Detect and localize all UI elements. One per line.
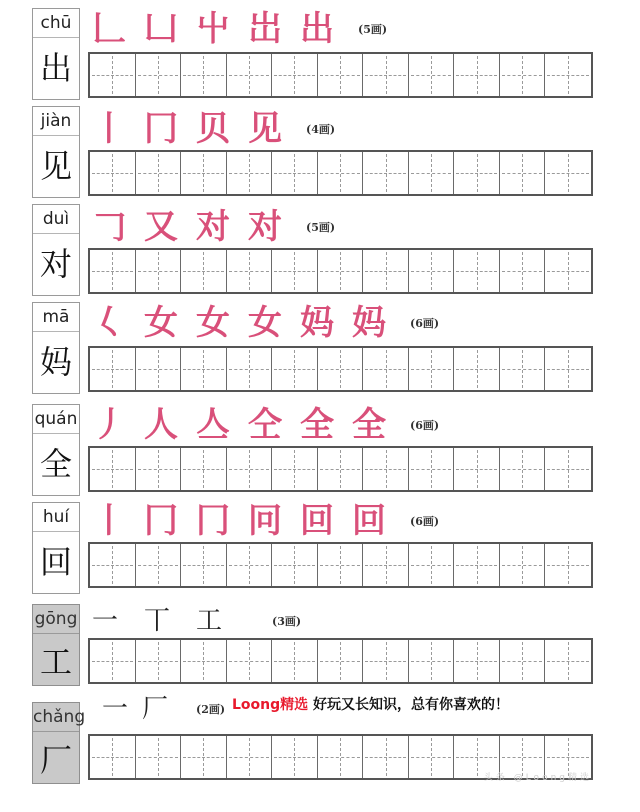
stroke-count: (2画) <box>196 703 226 716</box>
stroke-step: 岀 <box>248 9 282 49</box>
stroke-order <box>92 108 335 150</box>
stroke-step: 一 <box>92 606 119 636</box>
stroke-step: 丅 <box>144 606 171 636</box>
stroke-step: 凵 <box>144 9 178 49</box>
stroke-step: 全 <box>300 405 334 445</box>
stroke-step: 贝 <box>196 109 230 149</box>
practice-grid <box>88 150 593 196</box>
promo-banner <box>232 694 509 714</box>
pinyin-label: jiàn <box>33 107 79 136</box>
character-glyph: 见 <box>39 147 72 185</box>
character-card <box>32 604 80 686</box>
character-glyph: 回 <box>39 543 72 581</box>
stroke-step: 丨 <box>92 501 126 541</box>
stroke-step: 𡿨 <box>92 303 126 343</box>
character-card <box>32 8 80 100</box>
practice-grid <box>88 446 593 492</box>
stroke-step: 又 <box>144 207 178 247</box>
practice-grid <box>88 52 593 98</box>
stroke-step: 回 <box>300 501 334 541</box>
practice-grid <box>88 542 593 588</box>
stroke-step: 全 <box>352 405 386 445</box>
promo-tagline: 好玩又长知识，总有你喜欢的！ <box>313 697 510 713</box>
stroke-step: 一 <box>102 694 129 724</box>
stroke-step: 见 <box>248 109 282 149</box>
stroke-count: (6画) <box>410 515 440 528</box>
pinyin-label: chū <box>33 9 79 38</box>
stroke-step: 工 <box>196 606 223 636</box>
watermark: 头条 @Loong精选 <box>483 773 592 783</box>
stroke-order <box>92 500 439 542</box>
stroke-step: 出 <box>300 9 334 49</box>
promo-brand: Loong精选 <box>232 697 309 713</box>
character-glyph: 出 <box>39 49 72 87</box>
stroke-order <box>92 302 439 344</box>
character-glyph: 厂 <box>39 741 72 779</box>
pinyin-label: huí <box>33 503 79 532</box>
stroke-count: (3画) <box>272 615 302 628</box>
stroke-count: (6画) <box>410 419 440 432</box>
stroke-step: 𠃊 <box>92 9 126 49</box>
pinyin-label: quán <box>33 405 79 434</box>
stroke-step: 丿 <box>92 405 126 445</box>
stroke-count: (6画) <box>410 317 440 330</box>
stroke-step: 人 <box>144 405 178 445</box>
stroke-order <box>92 206 335 248</box>
character-card <box>32 502 80 594</box>
stroke-step: 亼 <box>196 405 230 445</box>
stroke-step: 𠃌 <box>92 207 126 247</box>
pinyin-label: gōng <box>33 605 79 634</box>
stroke-step: 女 <box>196 303 230 343</box>
stroke-order <box>102 688 225 730</box>
stroke-step: 丨 <box>92 109 126 149</box>
stroke-step: 仝 <box>248 405 282 445</box>
stroke-count: (4画) <box>306 123 336 136</box>
stroke-step: 屮 <box>196 9 230 49</box>
character-card <box>32 404 80 496</box>
character-card <box>32 302 80 394</box>
practice-grid <box>88 248 593 294</box>
practice-grid <box>88 346 593 392</box>
stroke-step: 厂 <box>142 694 169 724</box>
stroke-count: (5画) <box>358 23 388 36</box>
stroke-step: 冂 <box>144 501 178 541</box>
stroke-order <box>92 404 439 446</box>
character-glyph: 对 <box>39 245 72 283</box>
character-glyph: 妈 <box>39 343 72 381</box>
pinyin-label: duì <box>33 205 79 234</box>
stroke-count: (5画) <box>306 221 336 234</box>
character-card <box>32 702 86 784</box>
stroke-step: 女 <box>248 303 282 343</box>
stroke-step: 妈 <box>300 303 334 343</box>
character-card <box>32 106 80 198</box>
stroke-step: 冂 <box>196 501 230 541</box>
stroke-step: 回 <box>352 501 386 541</box>
character-glyph: 全 <box>39 445 72 483</box>
stroke-step: 女 <box>144 303 178 343</box>
stroke-step: 冂 <box>144 109 178 149</box>
stroke-order <box>92 600 301 642</box>
character-glyph: 工 <box>39 643 72 681</box>
stroke-step: 冋 <box>248 501 282 541</box>
stroke-step: 对 <box>196 207 230 247</box>
stroke-step: 妈 <box>352 303 386 343</box>
stroke-order <box>92 8 387 50</box>
pinyin-label: chǎng <box>33 703 79 732</box>
character-card <box>32 204 80 296</box>
pinyin-label: mā <box>33 303 79 332</box>
stroke-step: 对 <box>248 207 282 247</box>
practice-grid <box>88 638 593 684</box>
